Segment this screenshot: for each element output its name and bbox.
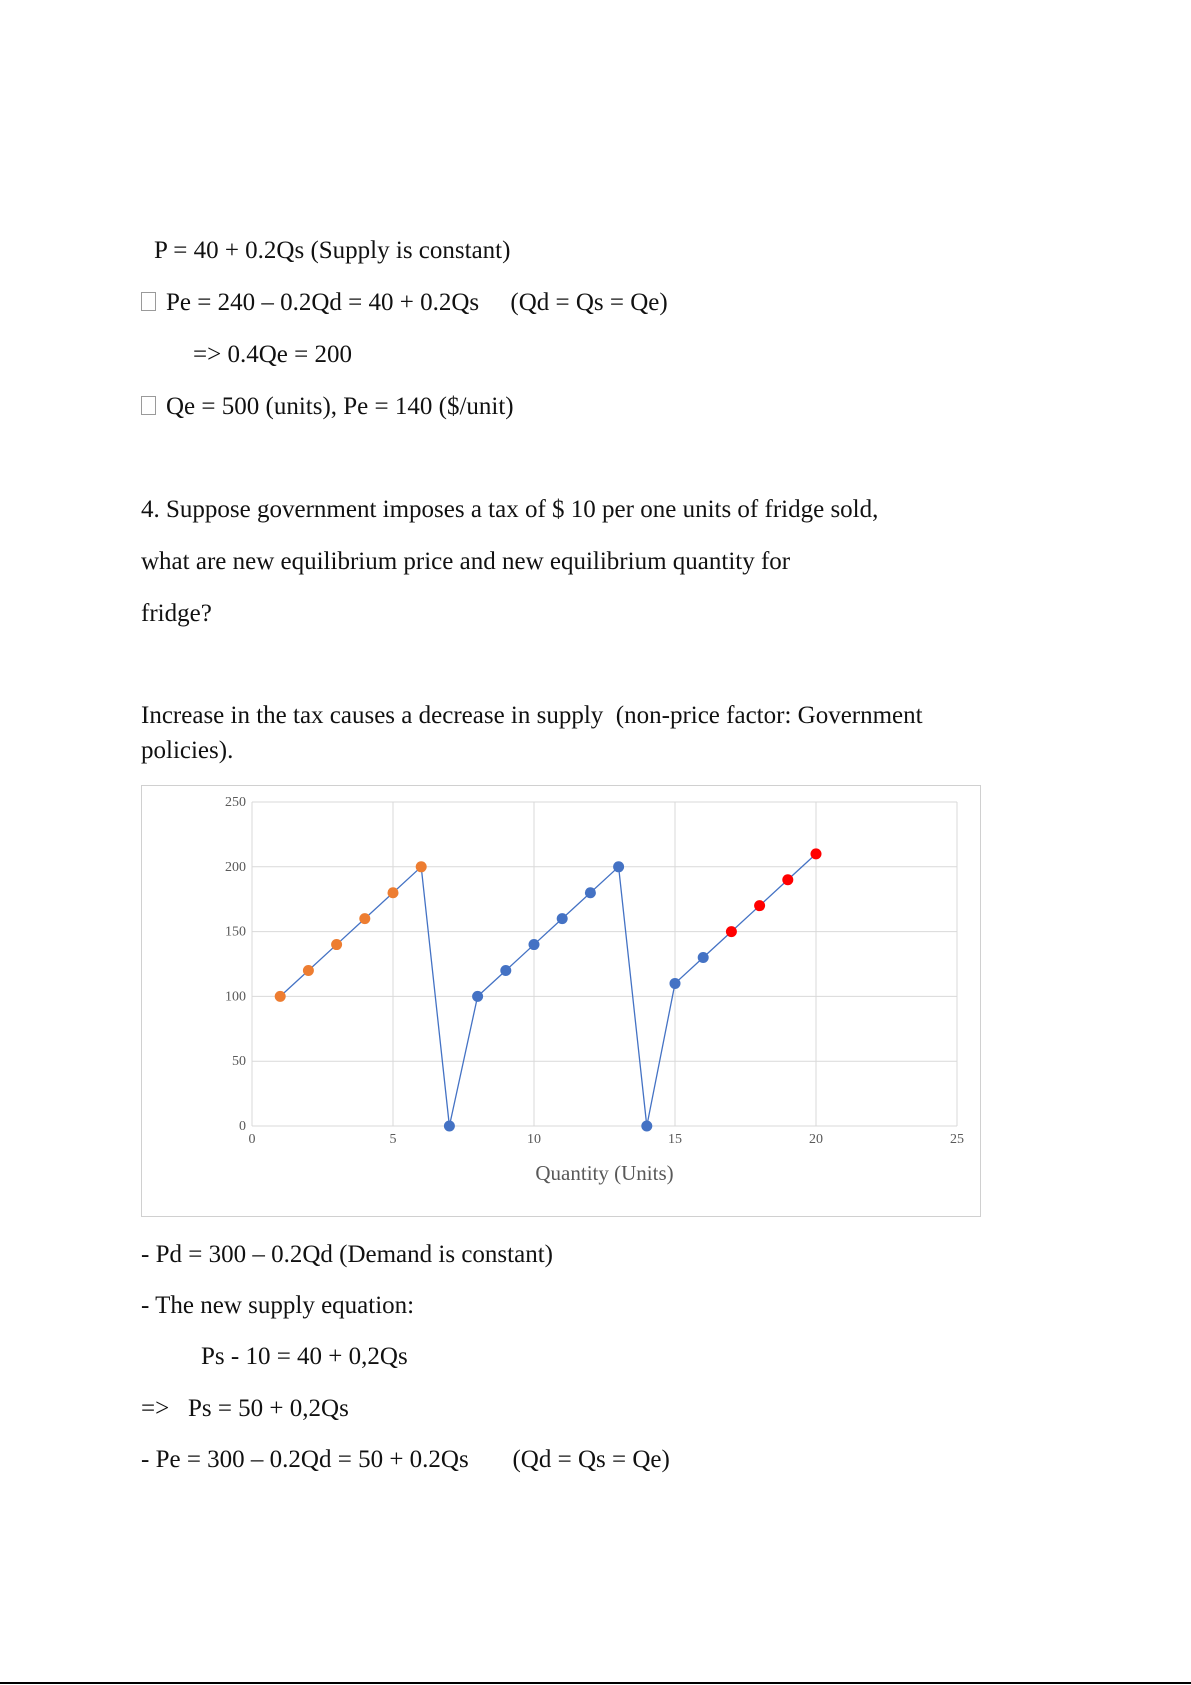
equilibrium-equation: Pe = 240 – 0.2Qd = 40 + 0.2Qs (Qd = Qs = Qe): [141, 288, 668, 318]
question-4-line-1: 4. Suppose government imposes a tax of $ 10 per one units of fridge sold,: [141, 496, 879, 523]
y-tick-label: 200: [225, 859, 246, 875]
supply-equation: P = 40 + 0.2Qs (Supply is constant): [154, 237, 511, 264]
y-tick-label: 100: [225, 989, 246, 1005]
data-point: [811, 848, 822, 859]
data-point: [557, 913, 568, 924]
page-bottom-rule: [0, 1682, 1191, 1684]
y-tick-label: 0: [239, 1119, 246, 1134]
x-tick-label: 20: [809, 1132, 823, 1147]
data-point: [500, 965, 511, 976]
data-point: [670, 978, 681, 989]
x-tick-label: 5: [389, 1132, 397, 1147]
equilibrium-result: Qe = 500 (units), Pe = 140 ($/unit): [141, 392, 514, 422]
explanation-line-1: Increase in the tax causes a decrease in supply (non-price factor: Government: [141, 702, 923, 729]
series-line: [280, 854, 816, 1126]
new-equilibrium-equation: - Pe = 300 – 0.2Qd = 50 + 0.2Qs (Qd = Qs = Qe): [141, 1446, 670, 1473]
data-point: [641, 1121, 652, 1132]
data-point: [416, 861, 427, 872]
data-point: [359, 913, 370, 924]
scatter-chart: [142, 786, 982, 1218]
x-tick-label: 15: [668, 1132, 682, 1147]
data-point: [388, 887, 399, 898]
data-point: [444, 1121, 455, 1132]
demand-equation: - Pd = 300 – 0.2Qd (Demand is constant): [141, 1241, 553, 1268]
data-point: [585, 887, 596, 898]
data-point: [275, 991, 286, 1002]
data-point: [698, 952, 709, 963]
new-supply-heading: - The new supply equation:: [141, 1292, 415, 1319]
new-supply-simplified: => Ps = 50 + 0,2Qs: [141, 1395, 349, 1422]
data-point: [613, 861, 624, 872]
bullet-box-icon: [141, 396, 156, 415]
y-tick-label: 250: [225, 795, 246, 810]
equilibrium-step: => 0.4Qe = 200: [193, 341, 352, 368]
data-point: [331, 939, 342, 950]
new-supply-equation: Ps - 10 = 40 + 0,2Qs: [201, 1343, 408, 1370]
bullet-box-icon: [141, 292, 156, 311]
data-point: [726, 926, 737, 937]
y-tick-label: 150: [225, 924, 246, 940]
data-point: [754, 900, 765, 911]
question-4-line-2: what are new equilibrium price and new equilibrium quantity for: [141, 548, 791, 575]
question-4-line-3: fridge?: [141, 600, 212, 627]
data-point: [529, 939, 540, 950]
y-tick-label: 50: [232, 1054, 246, 1070]
data-point: [472, 991, 483, 1002]
data-point: [303, 965, 314, 976]
x-axis-title: Quantity (Units): [535, 1161, 674, 1185]
explanation-line-2: policies).: [141, 737, 234, 764]
chart-frame: [141, 785, 981, 1217]
data-point: [782, 874, 793, 885]
x-tick-label: 0: [248, 1132, 256, 1147]
x-tick-label: 10: [527, 1132, 541, 1147]
x-tick-label: 25: [950, 1132, 964, 1147]
